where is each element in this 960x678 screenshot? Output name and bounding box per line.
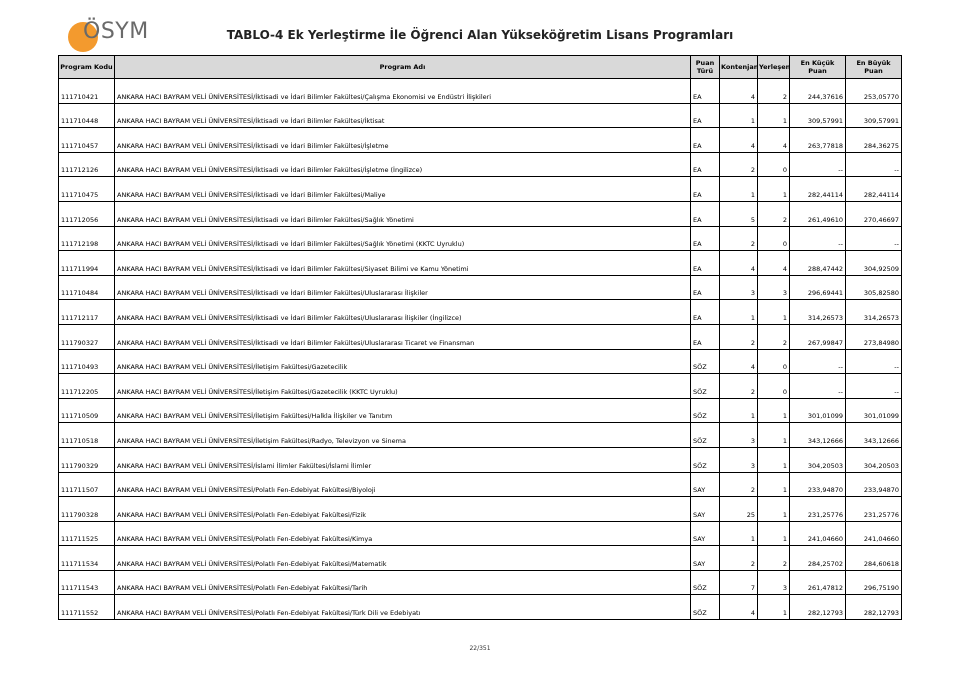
- cell-kontenjan: 4: [720, 349, 758, 374]
- cell-program-adi: ANKARA HACI BAYRAM VELİ ÜNİVERSİTESİ/İktisadi ve İdari Bilimler Fakültesi/Siyaset Bilimi ve Kamu Yönetimi: [115, 251, 691, 276]
- table-row: [59, 201, 902, 226]
- cell-program-adi: ANKARA HACI BAYRAM VELİ ÜNİVERSİTESİ/İletişim Fakültesi/Gazetecilik (KKTC Uyruklu): [115, 374, 691, 399]
- cell-program-adi: ANKARA HACI BAYRAM VELİ ÜNİVERSİTESİ/Polatlı Fen-Edebiyat Fakültesi/Kimya: [115, 521, 691, 546]
- cell-yerlesen: 1: [758, 398, 790, 423]
- cell-puan-turu: EA: [691, 324, 720, 349]
- cell-en-buyuk-puan: 301,01099: [846, 398, 902, 423]
- cell-program-kodu: 111710484: [59, 275, 115, 300]
- cell-yerlesen: 1: [758, 103, 790, 128]
- cell-en-buyuk-puan: 304,92509: [846, 251, 902, 276]
- cell-en-buyuk-puan: --: [846, 374, 902, 399]
- cell-kontenjan: 2: [720, 546, 758, 571]
- cell-puan-turu: SÖZ: [691, 423, 720, 448]
- cell-program-adi: ANKARA HACI BAYRAM VELİ ÜNİVERSİTESİ/İktisadi ve İdari Bilimler Fakültesi/Çalışma Ekonomisi ve Endüstri İlişkileri: [115, 79, 691, 104]
- cell-puan-turu: SAY: [691, 472, 720, 497]
- cell-en-kucuk-puan: 261,47812: [790, 570, 846, 595]
- table-row: [59, 177, 902, 202]
- cell-kontenjan: 4: [720, 128, 758, 153]
- cell-en-buyuk-puan: 233,94870: [846, 472, 902, 497]
- cell-en-kucuk-puan: 288,47442: [790, 251, 846, 276]
- cell-en-kucuk-puan: 244,37616: [790, 79, 846, 104]
- cell-program-adi: ANKARA HACI BAYRAM VELİ ÜNİVERSİTESİ/İktisadi ve İdari Bilimler Fakültesi/Sağlık Yönetimi: [115, 201, 691, 226]
- cell-en-buyuk-puan: 282,44114: [846, 177, 902, 202]
- cell-program-adi: ANKARA HACI BAYRAM VELİ ÜNİVERSİTESİ/Polatlı Fen-Edebiyat Fakültesi/Tarih: [115, 570, 691, 595]
- cell-puan-turu: EA: [691, 251, 720, 276]
- cell-yerlesen: 2: [758, 201, 790, 226]
- cell-en-buyuk-puan: 284,60618: [846, 546, 902, 571]
- cell-en-buyuk-puan: 343,12666: [846, 423, 902, 448]
- col-header-en-buyuk-puan: En Büyük Puan: [846, 56, 902, 79]
- cell-yerlesen: 0: [758, 349, 790, 374]
- cell-puan-turu: SÖZ: [691, 570, 720, 595]
- cell-program-kodu: 111710518: [59, 423, 115, 448]
- cell-kontenjan: 4: [720, 251, 758, 276]
- cell-program-adi: ANKARA HACI BAYRAM VELİ ÜNİVERSİTESİ/İktisadi ve İdari Bilimler Fakültesi/Uluslararası İlişkiler: [115, 275, 691, 300]
- cell-puan-turu: SAY: [691, 497, 720, 522]
- cell-kontenjan: 1: [720, 177, 758, 202]
- cell-program-adi: ANKARA HACI BAYRAM VELİ ÜNİVERSİTESİ/İslami İlimler Fakültesi/İslami İlimler: [115, 447, 691, 472]
- table-row: [59, 275, 902, 300]
- cell-program-kodu: 111712198: [59, 226, 115, 251]
- cell-kontenjan: 2: [720, 324, 758, 349]
- cell-yerlesen: 0: [758, 152, 790, 177]
- cell-en-buyuk-puan: 304,20503: [846, 447, 902, 472]
- cell-kontenjan: 5: [720, 201, 758, 226]
- cell-kontenjan: 3: [720, 275, 758, 300]
- cell-kontenjan: 2: [720, 226, 758, 251]
- cell-en-kucuk-puan: 282,44114: [790, 177, 846, 202]
- cell-program-adi: ANKARA HACI BAYRAM VELİ ÜNİVERSİTESİ/İletişim Fakültesi/Halkla İlişkiler ve Tanıtım: [115, 398, 691, 423]
- cell-program-kodu: 111711994: [59, 251, 115, 276]
- cell-program-kodu: 111710509: [59, 398, 115, 423]
- cell-en-buyuk-puan: 273,84980: [846, 324, 902, 349]
- cell-kontenjan: 1: [720, 103, 758, 128]
- cell-puan-turu: SAY: [691, 546, 720, 571]
- cell-program-kodu: 111790327: [59, 324, 115, 349]
- cell-kontenjan: 1: [720, 398, 758, 423]
- table-row: [59, 128, 902, 153]
- cell-program-adi: ANKARA HACI BAYRAM VELİ ÜNİVERSİTESİ/Polatlı Fen-Edebiyat Fakültesi/Matematik: [115, 546, 691, 571]
- cell-yerlesen: 0: [758, 374, 790, 399]
- cell-en-kucuk-puan: 343,12666: [790, 423, 846, 448]
- cell-en-buyuk-puan: 282,12793: [846, 595, 902, 620]
- cell-program-kodu: 111711552: [59, 595, 115, 620]
- cell-program-adi: ANKARA HACI BAYRAM VELİ ÜNİVERSİTESİ/İktisadi ve İdari Bilimler Fakültesi/Maliye: [115, 177, 691, 202]
- table-row: [59, 324, 902, 349]
- cell-en-buyuk-puan: 314,26573: [846, 300, 902, 325]
- cell-program-kodu: 111712117: [59, 300, 115, 325]
- cell-en-kucuk-puan: 263,77818: [790, 128, 846, 153]
- cell-program-kodu: 111790328: [59, 497, 115, 522]
- cell-program-adi: ANKARA HACI BAYRAM VELİ ÜNİVERSİTESİ/İktisadi ve İdari Bilimler Fakültesi/İktisat: [115, 103, 691, 128]
- cell-en-kucuk-puan: 304,20503: [790, 447, 846, 472]
- cell-program-kodu: 111710475: [59, 177, 115, 202]
- cell-puan-turu: EA: [691, 152, 720, 177]
- cell-yerlesen: 1: [758, 472, 790, 497]
- cell-program-adi: ANKARA HACI BAYRAM VELİ ÜNİVERSİTESİ/İktisadi ve İdari Bilimler Fakültesi/İşletme: [115, 128, 691, 153]
- cell-puan-turu: SÖZ: [691, 595, 720, 620]
- cell-puan-turu: SAY: [691, 521, 720, 546]
- col-header-kontenjan: Kontenjan: [720, 56, 758, 79]
- cell-en-kucuk-puan: --: [790, 374, 846, 399]
- cell-program-kodu: 111710457: [59, 128, 115, 153]
- col-header-puan-turu: Puan Türü: [691, 56, 720, 79]
- cell-yerlesen: 1: [758, 423, 790, 448]
- cell-yerlesen: 3: [758, 275, 790, 300]
- cell-en-kucuk-puan: --: [790, 152, 846, 177]
- cell-yerlesen: 3: [758, 570, 790, 595]
- table-row: [59, 521, 902, 546]
- cell-en-buyuk-puan: 305,82580: [846, 275, 902, 300]
- table-header-row: [59, 56, 902, 79]
- cell-yerlesen: 0: [758, 226, 790, 251]
- table-row: [59, 103, 902, 128]
- cell-en-kucuk-puan: 296,69441: [790, 275, 846, 300]
- cell-kontenjan: 1: [720, 300, 758, 325]
- cell-en-buyuk-puan: --: [846, 349, 902, 374]
- cell-yerlesen: 1: [758, 521, 790, 546]
- cell-puan-turu: EA: [691, 79, 720, 104]
- table-row: [59, 349, 902, 374]
- cell-en-kucuk-puan: --: [790, 226, 846, 251]
- cell-en-kucuk-puan: 233,94870: [790, 472, 846, 497]
- table-row: [59, 374, 902, 399]
- table-row: [59, 472, 902, 497]
- table-row: [59, 79, 902, 104]
- cell-yerlesen: 1: [758, 497, 790, 522]
- cell-program-adi: ANKARA HACI BAYRAM VELİ ÜNİVERSİTESİ/Polatlı Fen-Edebiyat Fakültesi/Türk Dili ve Edebiyatı: [115, 595, 691, 620]
- table-row: [59, 570, 902, 595]
- cell-kontenjan: 2: [720, 374, 758, 399]
- cell-kontenjan: 3: [720, 423, 758, 448]
- cell-puan-turu: SÖZ: [691, 374, 720, 399]
- cell-yerlesen: 1: [758, 300, 790, 325]
- cell-kontenjan: 7: [720, 570, 758, 595]
- cell-kontenjan: 4: [720, 79, 758, 104]
- col-header-program-adi: Program Adı: [115, 56, 691, 79]
- cell-yerlesen: 1: [758, 595, 790, 620]
- cell-en-kucuk-puan: 309,57991: [790, 103, 846, 128]
- cell-en-buyuk-puan: 284,36275: [846, 128, 902, 153]
- cell-program-adi: ANKARA HACI BAYRAM VELİ ÜNİVERSİTESİ/İletişim Fakültesi/Gazetecilik: [115, 349, 691, 374]
- table-row: [59, 546, 902, 571]
- col-header-en-kucuk-puan: En Küçük Puan: [790, 56, 846, 79]
- table-row: [59, 226, 902, 251]
- cell-program-kodu: 111710448: [59, 103, 115, 128]
- table-row: [59, 152, 902, 177]
- cell-program-kodu: 111711525: [59, 521, 115, 546]
- cell-en-buyuk-puan: --: [846, 152, 902, 177]
- cell-en-kucuk-puan: 314,26573: [790, 300, 846, 325]
- cell-yerlesen: 4: [758, 128, 790, 153]
- table-row: [59, 251, 902, 276]
- cell-en-kucuk-puan: 241,04660: [790, 521, 846, 546]
- cell-en-buyuk-puan: 231,25776: [846, 497, 902, 522]
- cell-program-kodu: 111711507: [59, 472, 115, 497]
- cell-program-adi: ANKARA HACI BAYRAM VELİ ÜNİVERSİTESİ/Polatlı Fen-Edebiyat Fakültesi/Fizik: [115, 497, 691, 522]
- cell-puan-turu: EA: [691, 128, 720, 153]
- cell-yerlesen: 4: [758, 251, 790, 276]
- cell-en-kucuk-puan: 261,49610: [790, 201, 846, 226]
- cell-en-buyuk-puan: 241,04660: [846, 521, 902, 546]
- cell-en-buyuk-puan: 253,05770: [846, 79, 902, 104]
- programs-table: [58, 55, 902, 620]
- cell-program-kodu: 111711534: [59, 546, 115, 571]
- cell-puan-turu: SÖZ: [691, 349, 720, 374]
- table-row: [59, 423, 902, 448]
- cell-kontenjan: 25: [720, 497, 758, 522]
- cell-puan-turu: EA: [691, 201, 720, 226]
- cell-kontenjan: 2: [720, 472, 758, 497]
- col-header-program-kodu: Program Kodu: [59, 56, 115, 79]
- cell-program-kodu: 111790329: [59, 447, 115, 472]
- cell-yerlesen: 1: [758, 177, 790, 202]
- cell-yerlesen: 2: [758, 546, 790, 571]
- cell-yerlesen: 2: [758, 324, 790, 349]
- cell-kontenjan: 2: [720, 152, 758, 177]
- cell-program-kodu: 111710493: [59, 349, 115, 374]
- cell-puan-turu: EA: [691, 300, 720, 325]
- cell-program-adi: ANKARA HACI BAYRAM VELİ ÜNİVERSİTESİ/İletişim Fakültesi/Radyo, Televizyon ve Sinema: [115, 423, 691, 448]
- logo-text: ÖSYM: [83, 19, 149, 44]
- table-row: [59, 595, 902, 620]
- cell-kontenjan: 4: [720, 595, 758, 620]
- cell-program-adi: ANKARA HACI BAYRAM VELİ ÜNİVERSİTESİ/İktisadi ve İdari Bilimler Fakültesi/Sağlık Yönetimi (KKTC Uyruklu): [115, 226, 691, 251]
- cell-puan-turu: SÖZ: [691, 398, 720, 423]
- cell-program-kodu: 111710421: [59, 79, 115, 104]
- cell-yerlesen: 1: [758, 447, 790, 472]
- table-row: [59, 398, 902, 423]
- page-number: 22/351: [469, 645, 491, 652]
- col-header-yerlesen: Yerleşen: [758, 56, 790, 79]
- cell-kontenjan: 3: [720, 447, 758, 472]
- cell-program-adi: ANKARA HACI BAYRAM VELİ ÜNİVERSİTESİ/Polatlı Fen-Edebiyat Fakültesi/Biyoloji: [115, 472, 691, 497]
- cell-puan-turu: EA: [691, 103, 720, 128]
- table-row: [59, 447, 902, 472]
- cell-program-kodu: 111712126: [59, 152, 115, 177]
- cell-program-kodu: 111712205: [59, 374, 115, 399]
- cell-program-adi: ANKARA HACI BAYRAM VELİ ÜNİVERSİTESİ/İktisadi ve İdari Bilimler Fakültesi/Uluslararası Ticaret ve Finansman: [115, 324, 691, 349]
- cell-yerlesen: 2: [758, 79, 790, 104]
- cell-en-buyuk-puan: 309,57991: [846, 103, 902, 128]
- cell-en-kucuk-puan: 284,25702: [790, 546, 846, 571]
- cell-program-adi: ANKARA HACI BAYRAM VELİ ÜNİVERSİTESİ/İktisadi ve İdari Bilimler Fakültesi/İşletme (İngilizce): [115, 152, 691, 177]
- cell-en-kucuk-puan: 267,99847: [790, 324, 846, 349]
- cell-puan-turu: EA: [691, 177, 720, 202]
- cell-kontenjan: 1: [720, 521, 758, 546]
- cell-program-kodu: 111712056: [59, 201, 115, 226]
- cell-en-kucuk-puan: --: [790, 349, 846, 374]
- cell-program-kodu: 111711543: [59, 570, 115, 595]
- table-row: [59, 497, 902, 522]
- table-row: [59, 300, 902, 325]
- cell-en-buyuk-puan: 270,46697: [846, 201, 902, 226]
- cell-en-kucuk-puan: 231,25776: [790, 497, 846, 522]
- cell-puan-turu: EA: [691, 275, 720, 300]
- cell-puan-turu: EA: [691, 226, 720, 251]
- cell-en-kucuk-puan: 301,01099: [790, 398, 846, 423]
- cell-puan-turu: SÖZ: [691, 447, 720, 472]
- cell-en-buyuk-puan: 296,75190: [846, 570, 902, 595]
- cell-en-kucuk-puan: 282,12793: [790, 595, 846, 620]
- cell-en-buyuk-puan: --: [846, 226, 902, 251]
- page-title: TABLO-4 Ek Yerleştirme İle Öğrenci Alan Yükseköğretim Lisans Programları: [226, 28, 734, 42]
- cell-program-adi: ANKARA HACI BAYRAM VELİ ÜNİVERSİTESİ/İktisadi ve İdari Bilimler Fakültesi/Uluslararası İlişkiler (İngilizce): [115, 300, 691, 325]
